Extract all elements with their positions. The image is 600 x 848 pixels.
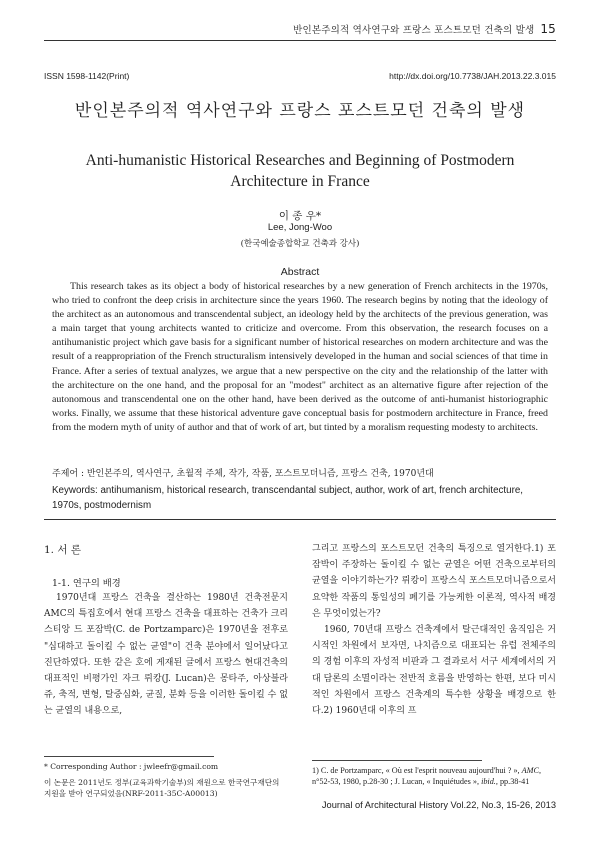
running-header — [293, 22, 556, 36]
subsection-heading: 1-1. 연구의 배경 — [52, 578, 121, 589]
keywords-english: Keywords: antihumanism, historical research, transcendantal subject, author, work of art, french architecture, 1970s, postmodernism — [52, 485, 524, 511]
footnote-rule-right — [312, 760, 482, 761]
keywords-korean: 주제어 : 반인본주의, 역사연구, 초월적 주체, 작가, 작품, 포스트모더니즘, 프랑스 건축, 1970년대 — [52, 469, 434, 479]
author-affiliation: (한국예술종합학교 건축과 강사) — [240, 239, 360, 249]
keywords-rule — [44, 519, 556, 520]
footnote-1-part: , pp.38-41 — [495, 777, 530, 786]
section-heading: 1. 서 론 — [44, 544, 81, 556]
footnote-1-part: 1) C. de Portzamparc, « Où est l'esprit nouveau aujourd'hui ? », — [312, 766, 520, 775]
issn: ISSN 1598-1142(Print) — [44, 71, 130, 81]
footnote-1-ibid: ibid. — [481, 777, 496, 786]
header-rule — [44, 40, 556, 41]
title-korean: 반인본주의적 역사연구와 프랑스 포스트모던 건축의 발생 — [74, 101, 526, 121]
footnote-rule-left — [44, 756, 214, 757]
author-english: Lee, Jong-Woo — [267, 222, 333, 233]
title-english: Anti-humanistic Historical Researches and Beginning of Postmodern Architecture in France — [85, 152, 515, 190]
footnote-1-journal: AMC — [521, 766, 539, 775]
abstract-text: This research takes as its object a body of historical researches by a new generation of French architects in the 1970s, who tried to confront the deep crisis in architecture since the years 1960. The research begins by noting that the ideology of the architect as an autonomous and transcendental subject, an ideology held by the architects of the previous generation, was a main target that young architects wanted to criticize and overcome. From this observation, the research focuses on a antihumanistic project which gave basis for a significant number of historical researches on modern architecture and was the result of a reappropriation of the French structuralism intensively developed in the human and social sciences of that time in France. After a series of textual analyzes, we argue that a new perspective on the city and the relationship of the latter with the architecture on the one hand, and the proposal for an "modest" architect as an alternative figure after rejection of the autonomous and transcendental one on the other hand, have been derived as the outcome of anti-humanist historiographic works. Finally, we assume that these historical adventure gave conceptual basis for postmodern architecture in France, freed from the modern myth of unity of author and that of work of art, but tinted by a moralism requesting modesty to architects. — [52, 281, 548, 433]
page-number: 15 — [540, 22, 556, 36]
journal-footer: Journal of Architectural History Vol.22, No.3, 15-26, 2013 — [321, 800, 556, 810]
body-left-paragraph: 1970년대 프랑스 건축을 결산하는 1980년 건축전문지 AMC의 특집호에서 현대 프랑스 건축을 대표하는 건축가 크리스티앙 드 포잠박(C. de Portzamparc)은 1970년을 전후로 "심대하고 돌이킬 수 없는 균열"이 건축 분야에서 일어났다고 진단하였다. 또한 같은 호에 게재된 글에서 프랑스 현대건축의 대표적인 비평가인 자크 뤼캉(J. Lucan)은 몽타주, 아상블라쥬, 축적, 변형, 탈중심화, 균질, 분화 등을 이러한 돌이킬 수 없는 균열의 내용으로, — [44, 593, 288, 717]
footnote-corresponding: * Corresponding Author : jwleefr@gmail.com — [44, 762, 219, 771]
author-korean: 이 종 우* — [278, 210, 322, 222]
footnote-1 — [312, 765, 556, 787]
footnote-funding: 이 논문은 2011년도 정부(교육과학기술부)의 재원으로 한국연구재단의 지원을 받아 연구되었음(NRF-2011-35C-A00013) — [44, 778, 280, 798]
doi-link[interactable]: http://dx.doi.org/10.7738/JAH.2013.22.3.015 — [389, 71, 556, 81]
footnote-1-part: , n°52-53, 1980, p.28-30 ; J. Lucan, « Inquiétudes », — [312, 766, 541, 786]
body-right-paragraph-1: 그리고 프랑스의 포스트모던 건축의 특징으로 열거한다.1) 포잠박이 주장하는 돌이킬 수 없는 균열은 어떤 건축으로부터의 균열을 이야기하는가? 뤼캉이 프랑스식 포스트모더니즘으로서 요약한 작품의 통일성의 폐기를 가능케한 이론적, 역사적 배경은 무엇이었는가? — [312, 544, 556, 619]
body-right-paragraph-2: 1960, 70년대 프랑스 건축계에서 탈근대적인 움직임은 거시적인 차원에서 보자면, 나치즘으로 대표되는 유럽 전체주의의 경험 이후의 자성적 비판과 그 결과로서 서구 세계에서의 거대 담론의 소멸이라는 전반적 흐름을 반영하는 한편, 보다 미시적인 차원에서 프랑스 건축계의 특수한 상황을 배경으로 한다.2) 1960년대 이후의 프 — [312, 625, 556, 717]
running-title: 반인본주의적 역사연구와 프랑스 포스트모던 건축의 발생 — [293, 25, 535, 36]
abstract-heading: Abstract — [280, 266, 320, 278]
